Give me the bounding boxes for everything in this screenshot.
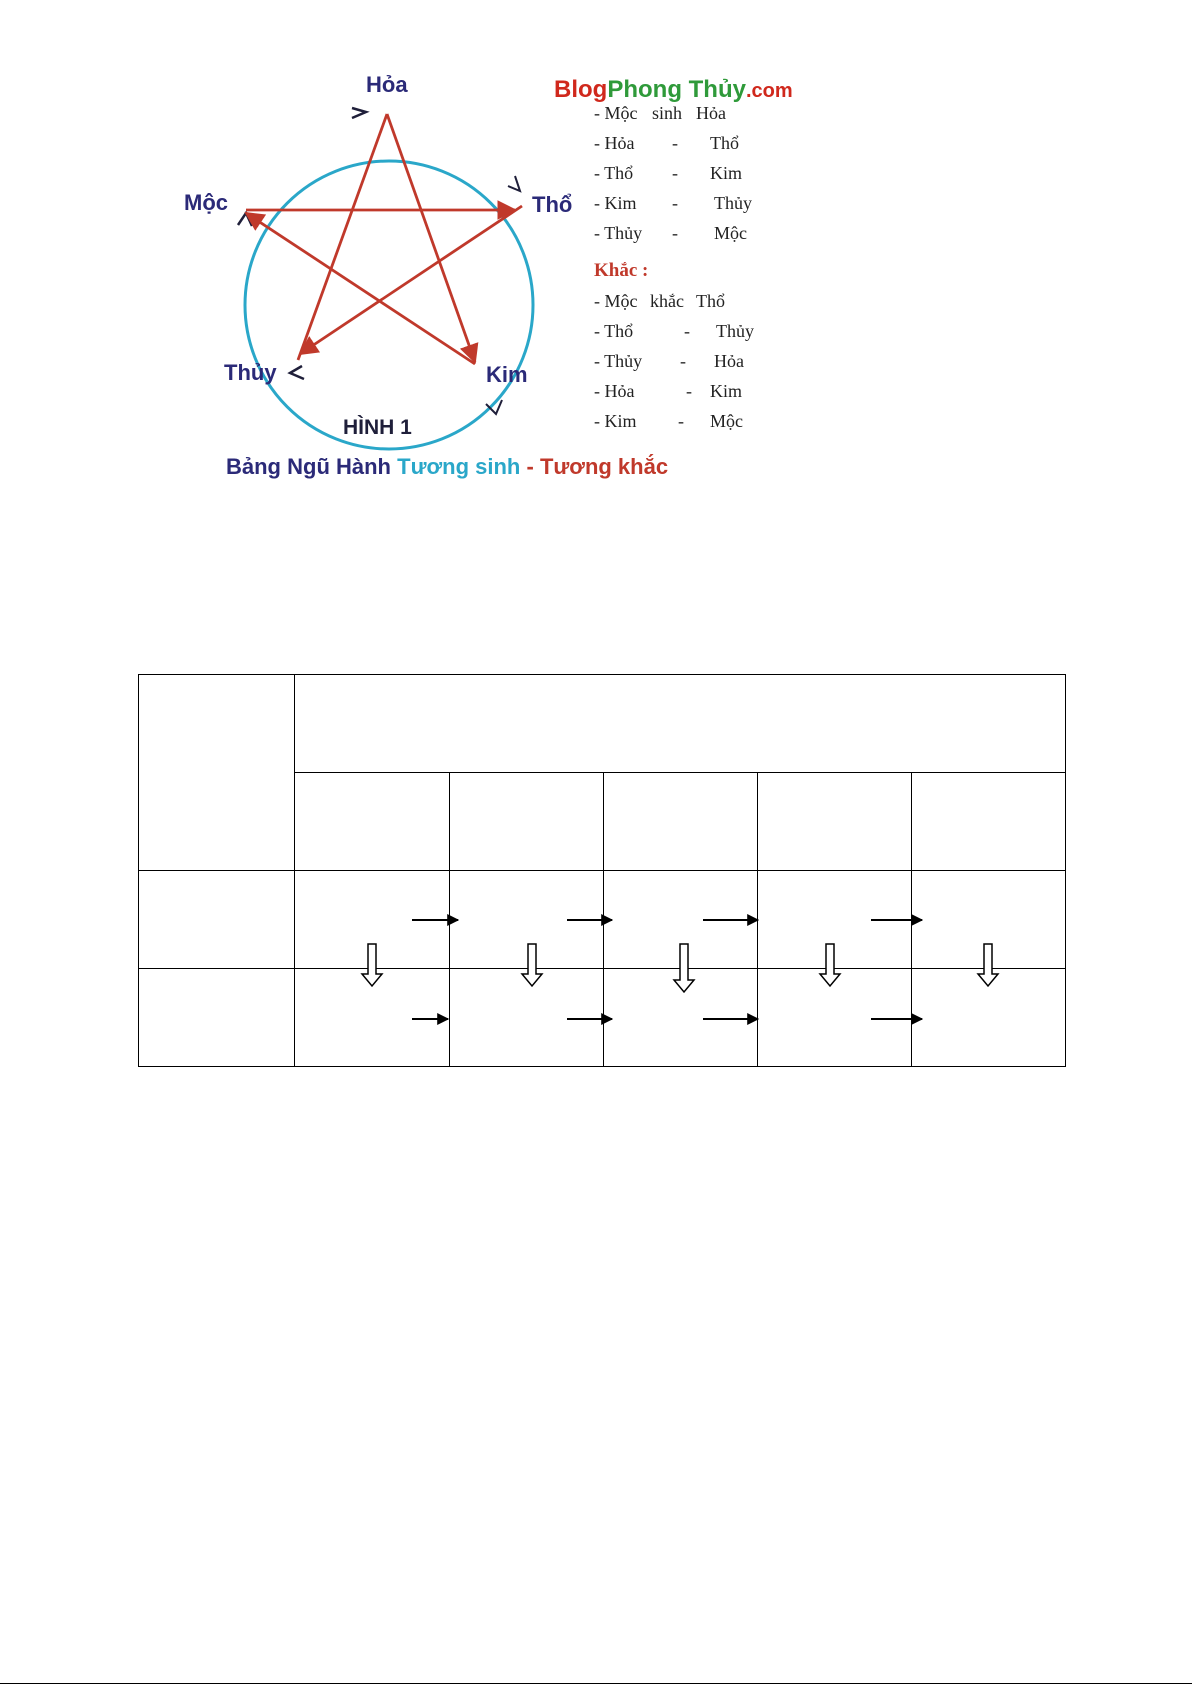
khac-arrow-thuy-hoa xyxy=(298,114,387,360)
khac-block xyxy=(594,256,794,436)
khac-row: - Kim - Mộc xyxy=(594,411,743,431)
subtitle-khac: Tương khắc xyxy=(539,454,669,479)
sinh-row: - Mộc sinh Hỏa xyxy=(594,103,726,123)
khac-row: - Thủy - Hỏa xyxy=(594,351,744,371)
node-tho: Thổ xyxy=(532,192,573,217)
khac-heading: Khắc : xyxy=(594,260,649,281)
figure-caption: HÌNH 1 xyxy=(343,416,412,439)
subtitle-sinh: Tương sinh xyxy=(397,454,521,479)
subtitle-part1: Bảng Ngũ Hành xyxy=(226,454,391,479)
cycle-arrow-hoa xyxy=(352,108,366,118)
grid-table xyxy=(138,674,1066,1067)
khac-row: - Thổ - Thủy xyxy=(594,321,754,341)
node-kim: Kim xyxy=(486,362,528,387)
sinh-row: - Thổ - Kim xyxy=(594,163,743,183)
cycle-arrow-tho xyxy=(508,176,520,191)
node-moc: Mộc xyxy=(184,190,228,215)
khac-arrow-tho-thuy xyxy=(300,206,522,354)
down-arrow xyxy=(674,944,694,992)
khac-arrow-kim-moc xyxy=(246,213,475,364)
down-arrow xyxy=(978,944,998,986)
node-hoa: Hỏa xyxy=(366,72,408,97)
sinh-row: - Hỏa - Thổ xyxy=(594,133,739,153)
sinh-row: - Thủy - Mộc xyxy=(594,223,747,243)
node-thuy: Thủy xyxy=(224,360,277,385)
down-arrow xyxy=(522,944,542,986)
watermark-blog: Blog xyxy=(554,76,608,103)
sinh-row: - Kim - Thủy xyxy=(594,193,752,213)
khac-row: - Hỏa - Kim xyxy=(594,381,743,401)
down-arrow xyxy=(820,944,840,986)
down-arrow xyxy=(362,944,382,986)
khac-arrow-hoa-kim xyxy=(387,114,475,362)
page-bottom-rule xyxy=(0,1683,1192,1684)
subtitle-dash: - xyxy=(526,454,534,479)
tuong-sinh-circle xyxy=(245,161,533,449)
cycle-arrow-thuy xyxy=(290,366,304,379)
sinh-block xyxy=(594,68,794,248)
khac-row: - Mộc khắc Thổ xyxy=(594,291,725,311)
watermark-domain: .com xyxy=(745,80,793,102)
ngu-hanh-figure xyxy=(170,64,830,494)
watermark-name: Phong Thủy xyxy=(607,76,746,103)
figure-subtitle xyxy=(226,454,668,480)
table-arrows xyxy=(138,674,1066,1067)
